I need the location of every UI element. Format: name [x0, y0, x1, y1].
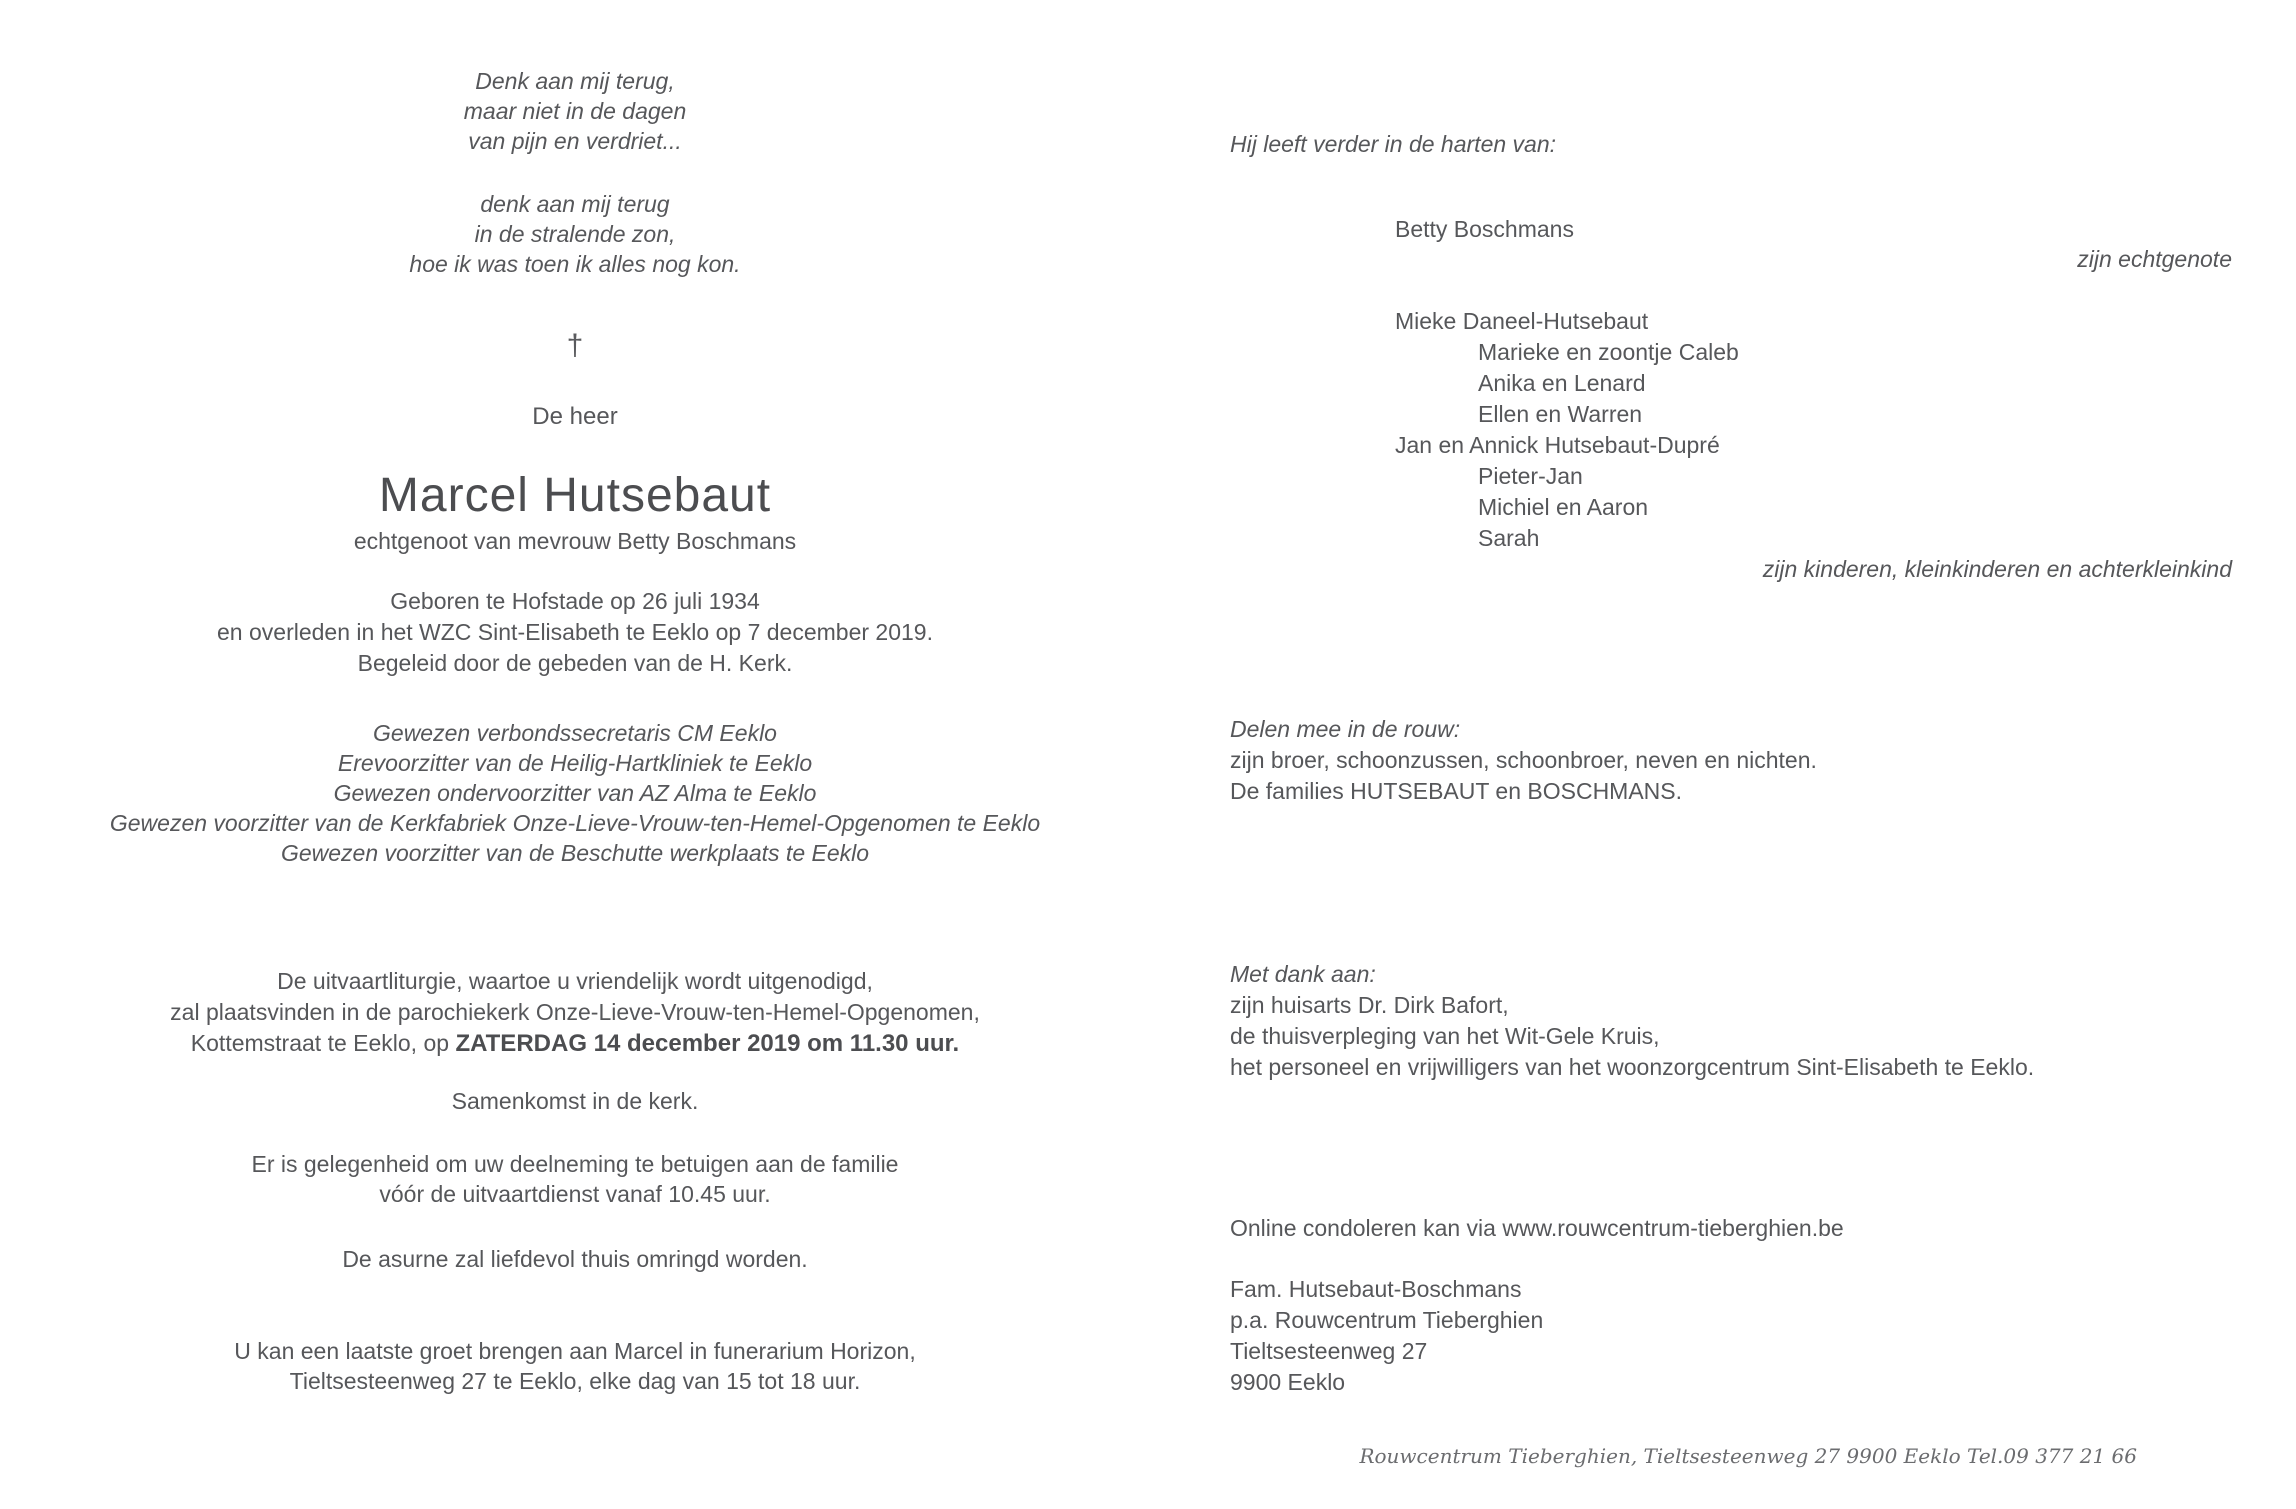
mourning-heading: Delen mee in de rouw: [1230, 716, 1461, 742]
online-condolence-line: Online condoleren kan via www.rouwcentrum-tieberghien.be [1230, 1215, 1844, 1241]
farewell-line: Tieltsesteenweg 27 te Eeklo, elke dag van 15 tot 18 uur. [289, 1368, 861, 1394]
spouse-name: Betty Boschmans [1395, 216, 1574, 242]
title-line: Gewezen verbondssecretaris CM Eeklo [373, 720, 777, 746]
poem-line: hoe ik was toen ik alles nog kon. [409, 251, 741, 277]
mourning-line: De families HUTSEBAUT en BOSCHMANS. [1230, 778, 1683, 804]
family-heading: Hij leeft verder in de harten van: [1230, 131, 1557, 157]
condolence-info [0, 1149, 1150, 1209]
thanks-line: zijn huisarts Dr. Dirk Bafort, [1230, 992, 1509, 1018]
deceased-name: Marcel Hutsebaut [378, 469, 772, 522]
title-line: Gewezen ondervoorzitter van AZ Alma te Eeklo [333, 780, 817, 806]
thanks-section [1230, 959, 2232, 1083]
title-line: Gewezen voorzitter van de Kerkfabriek Onze-Lieve-Vrouw-ten-Hemel-Opgenomen te Eeklo [109, 810, 1041, 836]
family-member: Ellen en Warren [1478, 401, 1643, 427]
funeral-line: zal plaatsvinden in de parochiekerk Onze-Lieve-Vrouw-ten-Hemel-Opgenomen, [170, 999, 980, 1025]
family-member: Michiel en Aaron [1478, 494, 1649, 520]
title-line: Erevoorzitter van de Heilig-Hartkliniek te Eeklo [337, 750, 813, 776]
condolence-line: Er is gelegenheid om uw deelneming te betuigen aan de familie [251, 1151, 899, 1177]
correspondence-address [1230, 1274, 2232, 1398]
family-member: Marieke en zoontje Caleb [1478, 339, 1739, 365]
funeral-location: Kottemstraat te Eeklo, op [190, 1030, 456, 1056]
address-line: 9900 Eeklo [1230, 1369, 1346, 1395]
mourning-line: zijn broer, schoonzussen, schoonbroer, neven en nichten. [1230, 747, 1817, 773]
funeral-datetime-line [0, 1028, 1150, 1059]
birth-line: Geboren te Hofstade op 26 juli 1934 [390, 588, 760, 614]
life-details [0, 586, 1150, 679]
poem-line: maar niet in de dagen [463, 98, 687, 124]
thanks-heading: Met dank aan: [1230, 961, 1376, 987]
spouse-role: zijn echtgenote [2077, 246, 2232, 272]
spouse-line: echtgenoot van mevrouw Betty Boschmans [353, 528, 797, 554]
address-line: p.a. Rouwcentrum Tieberghien [1230, 1307, 1544, 1333]
poem-stanza-2 [0, 189, 1150, 279]
poem-line: van pijn en verdriet... [468, 128, 682, 154]
family-role: zijn kinderen, kleinkinderen en achterkleinkind [1762, 556, 2232, 582]
mourning-section [1230, 714, 2232, 807]
address-line: Tieltsesteenweg 27 [1230, 1338, 1428, 1364]
church-line: Begeleid door de gebeden van de H. Kerk. [357, 650, 793, 676]
funeral-home-footer: Rouwcentrum Tieberghien, Tieltsesteenweg 27 9900 Eeklo Tel.09 377 21 66 [1359, 1444, 2137, 1468]
memorial-cross-icon: † [566, 329, 584, 362]
family-list [1230, 306, 2232, 554]
gathering-line: Samenkomst in de kerk. [451, 1088, 699, 1114]
family-member: Sarah [1478, 525, 1540, 551]
thanks-line: de thuisverpleging van het Wit-Gele Kruis, [1230, 1023, 1660, 1049]
farewell-info [0, 1336, 1150, 1396]
family-member: Anika en Lenard [1478, 370, 1646, 396]
family-member: Jan en Annick Hutsebaut-Dupré [1395, 432, 1720, 458]
condolence-line: vóór de uitvaartdienst vanaf 10.45 uur. [379, 1181, 771, 1207]
funeral-announcement [0, 966, 1150, 1059]
poem-line: Denk aan mij terug, [475, 68, 675, 94]
death-line: en overleden in het WZC Sint-Elisabeth te Eeklo op 7 december 2019. [217, 619, 933, 645]
title-line: Gewezen voorzitter van de Beschutte werkplaats te Eeklo [280, 840, 870, 866]
honorary-titles [0, 718, 1150, 868]
thanks-line: het personeel en vrijwilligers van het woonzorgcentrum Sint-Elisabeth te Eeklo. [1230, 1054, 2035, 1080]
farewell-line: U kan een laatste groet brengen aan Marcel in funerarium Horizon, [234, 1338, 916, 1364]
poem-line: in de stralende zon, [474, 221, 676, 247]
funeral-datetime: ZATERDAG 14 december 2019 om 11.30 uur. [455, 1030, 960, 1057]
family-member: Pieter-Jan [1478, 463, 1583, 489]
funeral-line: De uitvaartliturgie, waartoe u vriendelijk wordt uitgenodigd, [277, 968, 873, 994]
urn-line: De asurne zal liefdevol thuis omringd worden. [342, 1246, 808, 1272]
address-line: Fam. Hutsebaut-Boschmans [1230, 1276, 1522, 1302]
salutation: De heer [532, 403, 618, 430]
poem-line: denk aan mij terug [480, 191, 670, 217]
poem-stanza-1 [0, 66, 1150, 156]
family-member: Mieke Daneel-Hutsebaut [1395, 308, 1649, 334]
